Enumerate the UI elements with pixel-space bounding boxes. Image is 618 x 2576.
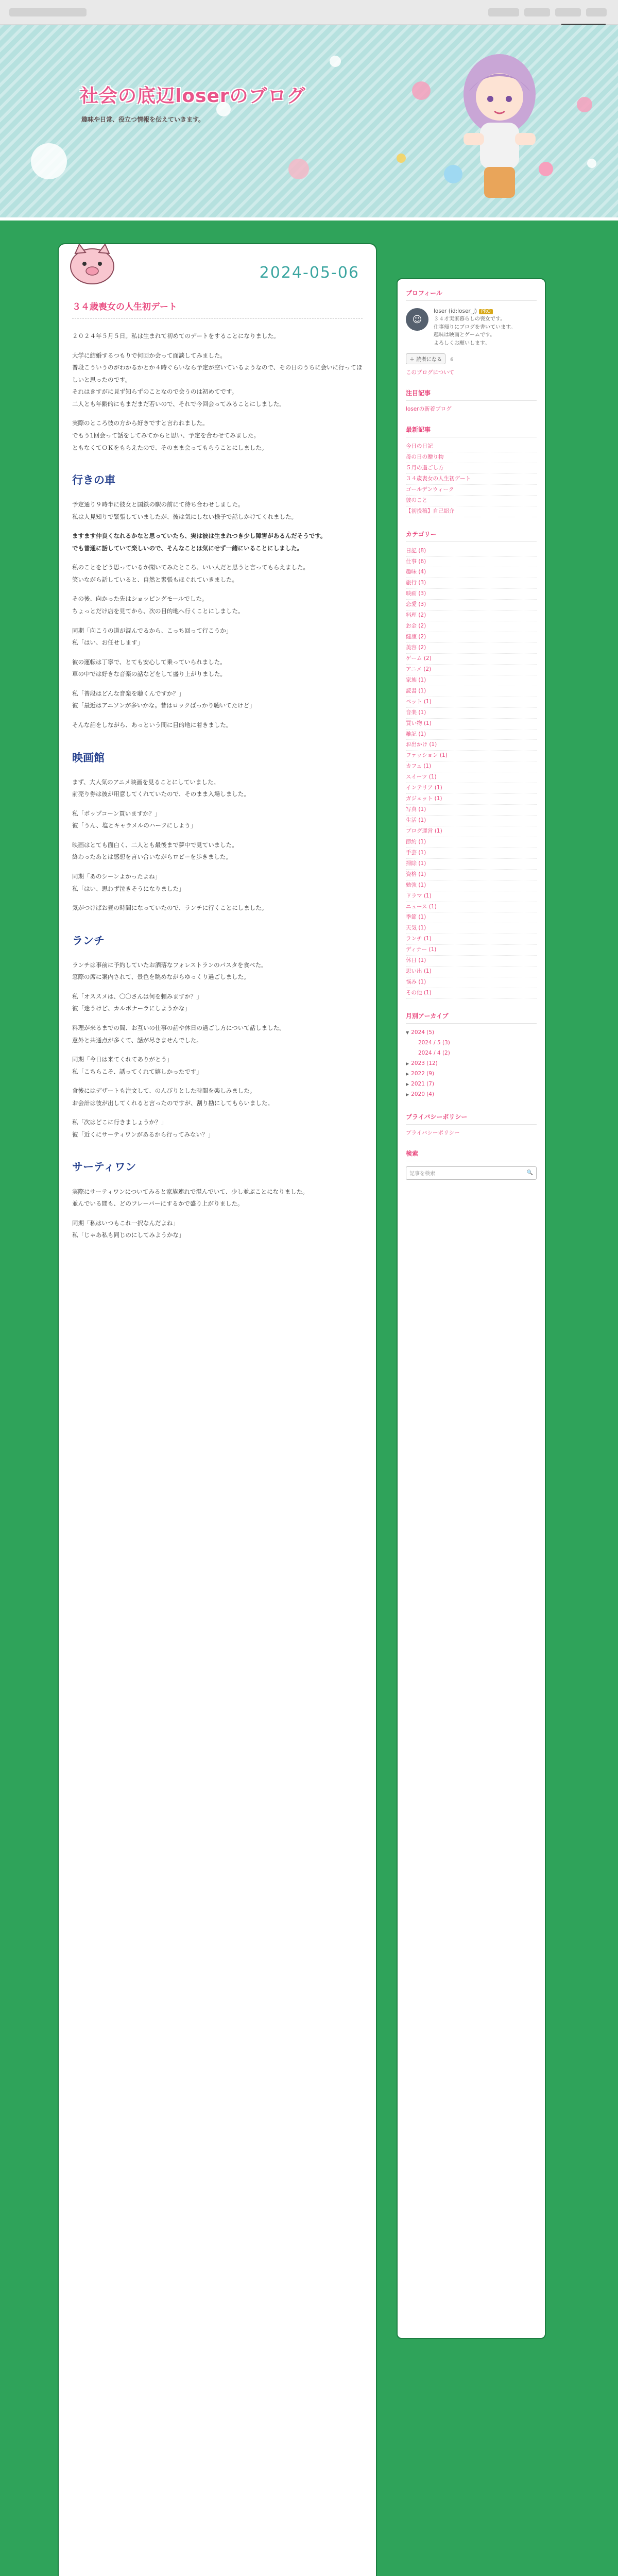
category-item[interactable]: 手芸 (1) <box>406 848 537 859</box>
nav-placeholder-3[interactable] <box>555 8 581 16</box>
category-item[interactable]: 仕事 (6) <box>406 557 537 568</box>
category-heading: カテゴリー <box>406 530 537 542</box>
pig-mascot-icon <box>64 243 121 285</box>
category-item[interactable]: ゲーム (2) <box>406 654 537 665</box>
category-item[interactable]: スイーツ (1) <box>406 772 537 783</box>
category-item[interactable]: 恋愛 (3) <box>406 600 537 611</box>
category-item[interactable]: 日記 (8) <box>406 546 537 557</box>
s3-para-3: 料理が来るまでの間、お互いの仕事の話や休日の過ごし方について話しました。 意外と共通点が多くて、話が尽きませんでした。 <box>72 1024 285 1044</box>
category-item[interactable]: アニメ (2) <box>406 665 537 675</box>
archive-label: 2024 (5) <box>411 1029 435 1036</box>
archive-label: 2020 (4) <box>411 1091 435 1097</box>
category-item[interactable]: ブログ運営 (1) <box>406 826 537 837</box>
category-item[interactable]: ペット (1) <box>406 697 537 708</box>
s1-para-6: 彼の運転は丁寧で、とても安心して乗っていられました。 車の中では好きな音楽の話などをして盛り上がりました。 <box>72 658 226 678</box>
nav-placeholder-2[interactable] <box>524 8 550 16</box>
section-heading-lunch: ランチ <box>72 934 105 947</box>
category-item[interactable]: 勉強 (1) <box>406 880 537 891</box>
s1-para-4: その後、向かった先はショッピングモールでした。 ちょっとだけ店を見てから、次の目的地へ行くことにしました。 <box>72 595 244 615</box>
recent-item[interactable]: 今日の日記 <box>406 442 537 452</box>
category-item[interactable]: ファッション (1) <box>406 751 537 761</box>
category-item[interactable]: 音楽 (1) <box>406 708 537 719</box>
header-girl-illustration <box>433 45 566 215</box>
triangle-down-icon[interactable]: ▼ <box>406 1030 409 1035</box>
category-item[interactable]: インテリア (1) <box>406 783 537 794</box>
nav-placeholder-4[interactable] <box>586 8 607 16</box>
recent-item[interactable]: ゴールデンウィーク <box>406 485 537 496</box>
archive-month-item[interactable] <box>406 1038 537 1048</box>
s1-para-1: 予定通り９時半に彼女と国鉄の駅の前にて待ち合わせしました。 私は人見知りで緊張していましたが、彼は気にしない様子で話しかけてくれました。 <box>72 501 297 520</box>
about-blog-link[interactable]: このブログについて <box>406 369 455 376</box>
recent-item[interactable]: 母の日の贈り物 <box>406 452 537 463</box>
featured-heading: 注目記事 <box>406 388 537 401</box>
category-item[interactable]: ガジェット (1) <box>406 794 537 805</box>
category-list <box>406 546 537 999</box>
s2-para-1: まず、大人気のアニメ映画を見ることにしていました。 前売り券は彼が用意してくれていたので、そのまま入場しました。 <box>72 778 250 798</box>
triangle-right-icon[interactable]: ▶ <box>406 1092 409 1097</box>
section-heading-icecream: サーティワン <box>72 1161 136 1174</box>
s2-para-2: 私「ポップコーン買いますか？」 彼「うん、塩とキャラメルのハーフにしよう」 <box>72 809 197 829</box>
s2-para-5: 気がつけばお昼の時間になっていたので、ランチに行くことにしました。 <box>72 904 268 912</box>
policy-link[interactable]: プライバシーポリシー <box>406 1129 460 1136</box>
reader-count: 6 <box>450 357 454 363</box>
category-item[interactable]: 旅行 (3) <box>406 578 537 589</box>
article-panel <box>58 243 377 2576</box>
category-item[interactable]: 買い物 (1) <box>406 719 537 730</box>
category-item[interactable]: 趣味 (4) <box>406 567 537 578</box>
blog-header <box>0 25 618 221</box>
s2-para-3: 映画はとても面白く、二人とも最後まで夢中で見ていました。 終わったあとは感想を言い合いながらロビーを歩きました。 <box>72 841 238 861</box>
archive-year-item[interactable] <box>406 1059 537 1069</box>
recent-item[interactable]: 【初投稿】自己紹介 <box>406 506 537 517</box>
archive-year-item[interactable] <box>406 1069 537 1079</box>
article-body <box>72 330 363 1242</box>
category-item[interactable]: ドラマ (1) <box>406 891 537 902</box>
category-item[interactable]: 料理 (2) <box>406 611 537 621</box>
reader-button[interactable]: ＋ 読者になる <box>406 353 445 364</box>
category-item[interactable]: その他 (1) <box>406 988 537 999</box>
recent-item[interactable]: 彼のこと <box>406 496 537 506</box>
category-item[interactable]: 節約 (1) <box>406 837 537 848</box>
category-item[interactable]: 休日 (1) <box>406 956 537 967</box>
profile-name-row <box>434 308 516 314</box>
featured-link[interactable]: loserの新着ブログ <box>406 406 452 412</box>
archive-label: 2024 / 5 (3) <box>418 1039 450 1046</box>
avatar[interactable] <box>406 308 428 331</box>
s1-para-8: そんな話をしながら、あっという間に目的地に着きました。 <box>72 721 232 728</box>
archive-year-item[interactable] <box>406 1079 537 1090</box>
archive-month-item[interactable] <box>406 1048 537 1059</box>
s1-para-7: 私「普段はどんな音楽を聴くんですか？」 彼「最近はアニソンが多いかな。昔はロックばっかり聴いてたけど」 <box>72 689 255 709</box>
category-item[interactable]: 美容 (2) <box>406 643 537 654</box>
s1-para-3: 私のことをどう思っているか聞いてみたところ、いい人だと思うと言ってもらえました。 笑いながら話していると、自然と緊張もほぐれていきました。 <box>72 564 309 583</box>
recent-item[interactable]: ３４歳喪女の人生初デート <box>406 474 537 485</box>
section-heading-car: 行きの車 <box>72 474 115 487</box>
intro-para-2: 大学に結婚するつもりで何回か会って面談してみました。 普段こういうのがわかるかとか４時ぐらいなら予定が空いているようなので、その日のうちに会いに行ってほしいと思ったのです。 それはきすがに見ず知らずのことなので会うのは初めてです。 二人とも年齢的にもまだまだ若いので、それで今回会ってみることにしました。 <box>72 351 363 408</box>
s3-para-5: 食後にはデザートも注文して、のんびりとした時間を楽しみました。 お会計は彼が出してくれると言ったのですが、割り勘にしてもらいました。 <box>72 1087 273 1107</box>
profile-name[interactable]: loser (id:loser_j) <box>434 308 477 314</box>
category-item[interactable]: 掃除 (1) <box>406 859 537 870</box>
archive-label: 2024 / 4 (2) <box>418 1049 450 1056</box>
category-item[interactable]: 生活 (1) <box>406 816 537 826</box>
nav-placeholder-1[interactable] <box>488 8 519 16</box>
category-item[interactable]: ニュース (1) <box>406 902 537 913</box>
category-item[interactable]: 資格 (1) <box>406 870 537 880</box>
sidebar <box>397 278 546 2339</box>
recent-heading: 最新記事 <box>406 425 537 437</box>
archive-year-item[interactable] <box>406 1028 537 1038</box>
category-item[interactable]: 健康 (2) <box>406 632 537 643</box>
recent-list <box>406 442 537 517</box>
triangle-right-icon[interactable]: ▶ <box>406 1071 409 1076</box>
top-bar <box>0 0 618 25</box>
search-heading: 検索 <box>406 1149 537 1161</box>
category-item[interactable]: 天気 (1) <box>406 923 537 934</box>
s2-para-4: 同期「あのシーンよかったよね」 私「はい、思わず泣きそうになりました」 <box>72 872 185 892</box>
archive-label: 2023 (12) <box>411 1060 438 1066</box>
s3-para-4: 同期「今日は来てくれてありがとう」 私「こちらこそ、誘ってくれて嬉しかったです」 <box>72 1056 202 1075</box>
article-date[interactable]: 2024-05-06 <box>259 264 359 282</box>
blog-description: 趣味や日常、役立つ情報を伝えていきます。 <box>81 116 205 123</box>
category-item[interactable]: カフェ (1) <box>406 761 537 772</box>
s1-para-2: ますます仲良くなれるかなと思っていたら、実は彼は生まれつき少し障害があるんだそうです。 でも普通に話していて楽しいので、そんなことは気にせず一緒にいることにしました。 <box>72 532 327 552</box>
category-item[interactable]: 季節 (1) <box>406 912 537 923</box>
category-item[interactable]: 雑記 (1) <box>406 730 537 740</box>
category-item[interactable]: 思い出 (1) <box>406 967 537 977</box>
archive-year-item[interactable] <box>406 1090 537 1100</box>
policy-heading: プライバシーポリシー <box>406 1112 537 1125</box>
pro-badge: PRO <box>479 309 493 314</box>
category-item[interactable]: ディナー (1) <box>406 945 537 956</box>
recent-item[interactable]: ５月の過ごし方 <box>406 463 537 474</box>
category-item[interactable]: ランチ (1) <box>406 934 537 945</box>
section-heading-movie: 映画館 <box>72 751 105 764</box>
search-input[interactable] <box>406 1166 537 1180</box>
category-item[interactable]: 写真 (1) <box>406 805 537 816</box>
category-item[interactable]: 映画 (3) <box>406 589 537 600</box>
archive-heading: 月別アーカイブ <box>406 1011 537 1024</box>
intro-para-1: ２０２４年５月５日。私は生まれて初めてのデートをすることになりました。 <box>72 332 280 340</box>
article-title[interactable]: ３４歳喪女の人生初デート <box>72 299 363 319</box>
profile-description: ３４才実家暮らしの喪女です。 仕事帰りにブログを書いています。 趣味は映画とゲームです。 よろしくお願いします。 <box>434 316 516 346</box>
s4-para-2: 同期「私はいつもこれ一択なんだよね」 私「じゃあ私も同じのにしてみようかな」 <box>72 1219 185 1239</box>
archive-list <box>406 1028 537 1100</box>
triangle-right-icon[interactable]: ▶ <box>406 1081 409 1087</box>
s1-para-5: 同期「向こうの道が混んでるから、こっち回って行こうか」 私「はい、お任せします」 <box>72 626 232 647</box>
category-item[interactable]: 悩み (1) <box>406 977 537 988</box>
intro-para-3: 実際のところ彼の方から好きですと言われました。 でもう1回会って話をしてみてからと思い、予定を合わせてみました。 ともなくてＯＫをもらえたので、そのまま会ってもらうことにしました。 <box>72 419 268 451</box>
archive-label: 2021 (7) <box>411 1080 435 1087</box>
category-item[interactable]: 読書 (1) <box>406 686 537 697</box>
user-icon: ☺ <box>412 314 422 325</box>
s4-para-1: 実際にサーティワンについてみると家族連れで混んでいて、少し並ぶことになりました。 並んでいる間も、どのフレーバーにするかで盛り上がりました。 <box>72 1188 308 1208</box>
category-item[interactable]: 家族 (1) <box>406 675 537 686</box>
search-icon[interactable]: 🔍 <box>526 1170 533 1176</box>
category-item[interactable]: お金 (2) <box>406 621 537 632</box>
service-logo[interactable] <box>9 8 87 16</box>
blog-title[interactable]: 社会の底辺loserのブログ <box>80 86 306 107</box>
archive-label: 2022 (9) <box>411 1070 435 1077</box>
profile-heading: プロフィール <box>406 289 537 301</box>
s3-para-1: ランチは事前に予約していたお洒落なフォレストランのパスタを食べた。 窓際の席に案内されて、景色を眺めながらゆっくり過ごしました。 <box>72 961 267 981</box>
profile-card <box>406 308 537 347</box>
triangle-right-icon[interactable]: ▶ <box>406 1061 409 1066</box>
category-item[interactable]: お出かけ (1) <box>406 740 537 751</box>
search-placeholder: 記事を検索 <box>409 1171 435 1177</box>
s3-para-6: 私「次はどこに行きましょうか？」 彼「近くにサーティワンがあるから行ってみない？」 <box>72 1118 214 1138</box>
s3-para-2: 私「オススメは、〇〇さんは何を頼みますか？」 彼「迷うけど、カルボナーラにしようかな」 <box>72 992 202 1012</box>
